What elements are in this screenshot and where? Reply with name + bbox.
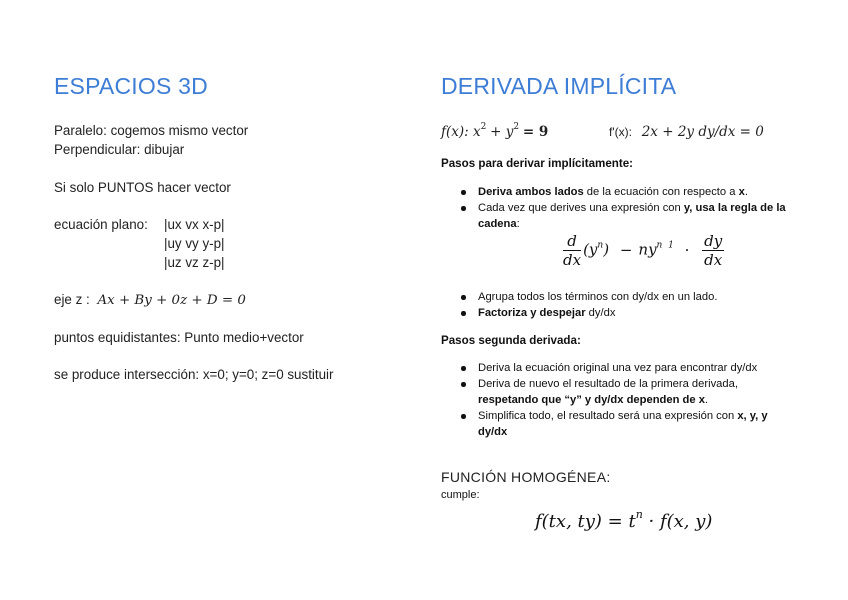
homogenea-formula: f(tx, $ty) = t^n \cdot f(x$, y) (535, 508, 713, 532)
perpendicular-text: Perpendicular: dibujar (54, 142, 185, 157)
example-f-part: f(x): x (441, 124, 481, 140)
ecuacion-plano-label: ecuación plano: (54, 217, 148, 232)
list-item: Deriva de nuevo el resultado de la primera derivada, respetando que “y” y dy/dx dependen de x. (441, 376, 786, 408)
determinant-row-2: |uy vy y-p| (164, 236, 225, 251)
example-y-part: + y (490, 124, 514, 140)
d-dx-fraction: $\frac{d}{dx}$ (563, 232, 582, 269)
pasos-segunda-list (441, 360, 786, 440)
pasos-derivar-list-continued (441, 289, 786, 321)
derivative-formula: 2x + 2y dy/dx = 0 (641, 124, 764, 140)
interseccion-text: se produce intersección: x=0; y=0; z=0 sustituir (54, 367, 334, 382)
chain-rule-formula: $\frac{d}{dx}$ $(y^n) - ny^{n 1}$ · $\frac{dy}{dx}$ (563, 232, 723, 269)
list-item: Agrupa todos los términos con dy/dx en un lado. (441, 289, 786, 305)
exponent-2: 2 (513, 122, 520, 132)
list-item: Deriva ambos lados de la ecuación con respecto a x. (441, 184, 786, 200)
determinant-row-3: |uz vz z-p| (164, 255, 225, 270)
derivative-label: f'(x): (609, 125, 632, 139)
derivada-implicita-title: DERIVADA IMPLÍCITA (441, 73, 677, 99)
pasos-derivar-title: Pasos para derivar implícitamente: (441, 157, 634, 170)
list-item: Simplifica todo, el resultado será una expresión con x, y, y dy/dx (441, 408, 786, 440)
eje-z-label: eje z : (54, 292, 90, 307)
list-item: Deriva la ecuación original una vez para encontrar dy/dx (441, 360, 786, 376)
espacios-3d-title: ESPACIOS 3D (54, 73, 208, 99)
pasos-segunda-title: Pasos segunda derivada: (441, 334, 581, 347)
solo-puntos-text: Si solo PUNTOS hacer vector (54, 180, 231, 195)
cumple-label: cumple: (441, 489, 480, 501)
determinant-row-1: |ux vx x-p| (164, 217, 225, 232)
exponent-2: 2 (480, 122, 487, 132)
dy-dx-fraction: $\frac{dy}{dx}$ (704, 232, 723, 269)
example-equals-part: = 9 (522, 124, 549, 140)
pasos-derivar-list (441, 184, 786, 232)
equidistantes-text: puntos equidistantes: Punto medio+vector (54, 330, 304, 345)
list-item: Factoriza y despejar dy/dx (441, 305, 786, 321)
example-derivative (609, 124, 764, 140)
eje-z-formula: Ax + By + 0z + D = 0 (97, 293, 246, 308)
paralelo-text: Paralelo: cogemos mismo vector (54, 123, 249, 138)
funcion-homogenea-title: FUNCIÓN HOMOGÉNEA: (441, 469, 611, 485)
list-item: Cada vez que derives una expresión con y, usa la regla de la cadena: (441, 200, 786, 232)
eje-z-line (54, 292, 246, 308)
example-equation (441, 124, 548, 140)
